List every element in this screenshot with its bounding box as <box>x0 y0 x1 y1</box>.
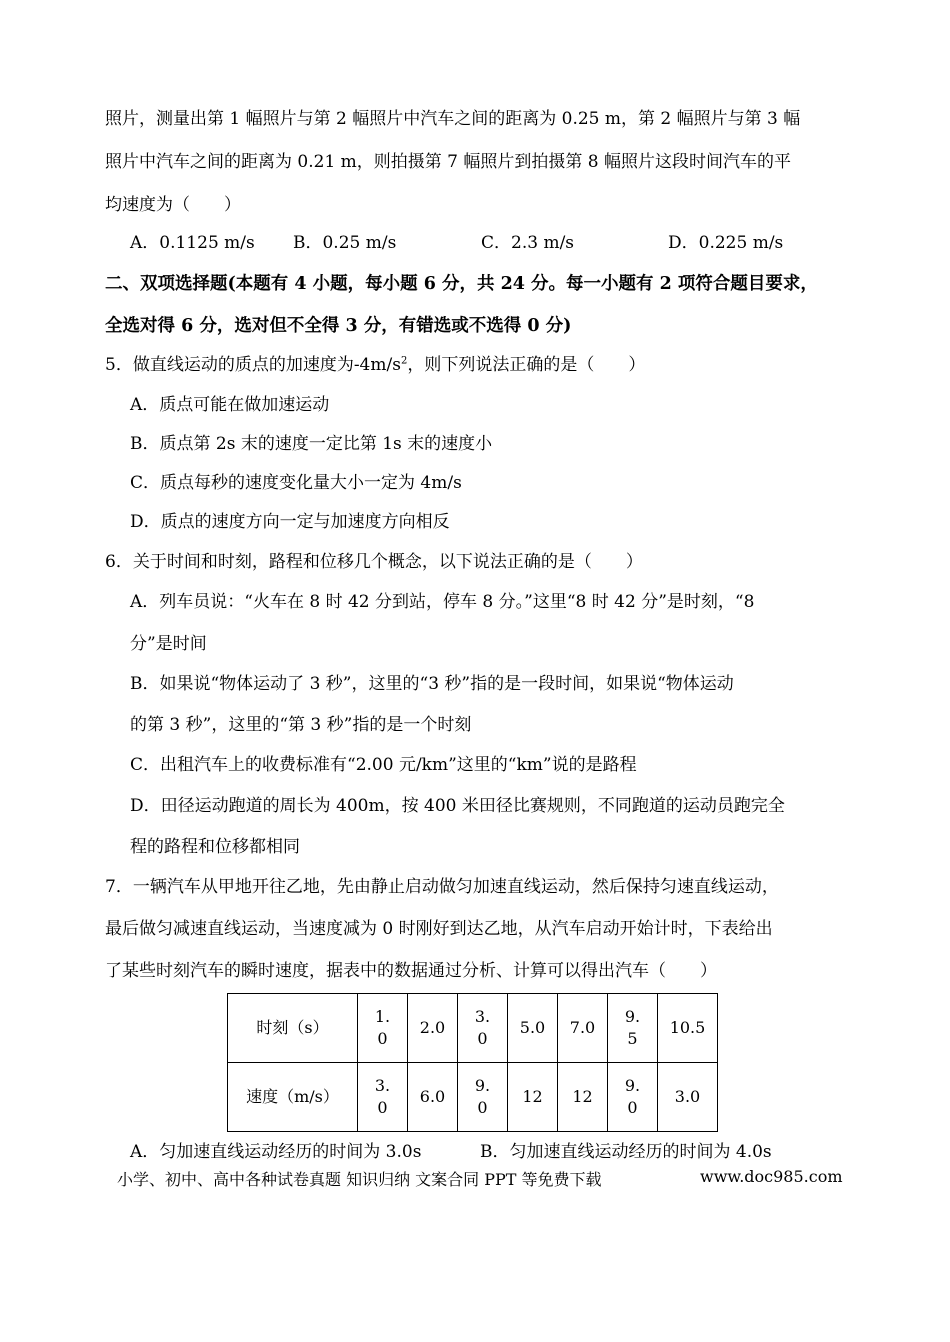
table-cell: 10.5 <box>658 994 718 1063</box>
q6-stem: 6．关于时间和时刻，路程和位移几个概念，以下说法正确的是（ ） <box>105 552 643 572</box>
q6-option-a-line-2: 分”是时间 <box>130 634 207 654</box>
q4-line-2: 照片中汽车之间的距离为 0.21 m，则拍摄第 7 幅照片到拍摄第 8 幅照片这段时间汽车的平 <box>105 152 792 172</box>
q5-stem-superscript: 2 <box>400 355 408 367</box>
footer-url-link[interactable]: www.doc985.com <box>700 1167 843 1186</box>
table-cell: 3. 0 <box>458 994 508 1063</box>
table-cell: 6.0 <box>408 1063 458 1132</box>
q6-option-c: C．出租汽车上的收费标准有“2.00 元/km”这里的“km”说的是路程 <box>130 755 637 775</box>
q4-line-3: 均速度为（ ） <box>105 195 241 215</box>
table-cell: 9. 0 <box>608 1063 658 1132</box>
q4-option-c: C．2.3 m/s <box>481 233 575 253</box>
table-cell: 2.0 <box>408 994 458 1063</box>
q7-line-1: 7．一辆汽车从甲地开往乙地，先由静止启动做匀加速直线运动，然后保持匀速直线运动， <box>105 877 779 897</box>
q5-stem <box>105 353 645 377</box>
table-cell: 1. 0 <box>358 994 408 1063</box>
table-cell: 7.0 <box>558 994 608 1063</box>
q6-option-d-line-2: 程的路程和位移都相同 <box>130 837 300 857</box>
q5-option-b: B．质点第 2s 末的速度一定比第 1s 末的速度小 <box>130 434 493 454</box>
table-cell: 5.0 <box>508 994 558 1063</box>
q6-option-b-line-2: 的第 3 秒”，这里的“第 3 秒”指的是一个时刻 <box>130 715 472 735</box>
q5-option-a: A．质点可能在做加速运动 <box>130 395 330 415</box>
q4-line-1: 照片，测量出第 1 幅照片与第 2 幅照片中汽车之间的距离为 0.25 m，第 2 幅照片与第 3 幅 <box>105 109 801 129</box>
table-row-time <box>228 994 718 1063</box>
table-label-time: 时刻（s） <box>228 994 358 1063</box>
page-footer <box>117 1167 843 1190</box>
q6-option-d-line-1: D．田径运动跑道的周长为 400m，按 400 米田径比赛规则，不同跑道的运动员跑完全 <box>130 796 785 816</box>
table-row-velocity <box>228 1063 718 1132</box>
footer-text: 小学、初中、高中各种试卷真题 知识归纳 文案合同 PPT 等免费下载 <box>117 1170 602 1189</box>
q4-option-a: A．0.1125 m/s <box>130 233 255 253</box>
q7-option-a: A．匀加速直线运动经历的时间为 3.0s <box>130 1142 422 1162</box>
section2-heading-line-1: 二、双项选择题(本题有 4 小题，每小题 6 分，共 24 分。每一小题有 2 项符合题目要求， <box>105 274 818 294</box>
table-cell: 3.0 <box>658 1063 718 1132</box>
q5-option-c: C．质点每秒的速度变化量大小一定为 4m/s <box>130 473 462 493</box>
table-cell: 9. 0 <box>458 1063 508 1132</box>
q7-data-table <box>227 993 718 1132</box>
q7-option-b: B．匀加速直线运动经历的时间为 4.0s <box>480 1142 772 1162</box>
q5-stem-text: 5．做直线运动的质点的加速度为-4m/s <box>105 355 401 375</box>
q6-option-a-line-1: A．列车员说：“火车在 8 时 42 分到站，停车 8 分。”这里“8 时 42 分”是时刻，“8 <box>130 592 755 612</box>
q5-option-d: D．质点的速度方向一定与加速度方向相反 <box>130 512 450 532</box>
table-label-velocity: 速度（m/s） <box>228 1063 358 1132</box>
q4-option-b: B．0.25 m/s <box>293 233 397 253</box>
table-cell: 9. 5 <box>608 994 658 1063</box>
table-cell: 12 <box>508 1063 558 1132</box>
q5-stem-text-end: ，则下列说法正确的是（ ） <box>407 355 646 375</box>
q6-option-b-line-1: B．如果说“物体运动了 3 秒”，这里的“3 秒”指的是一段时间，如果说“物体运动 <box>130 674 734 694</box>
table-cell: 12 <box>558 1063 608 1132</box>
section2-heading-line-2: 全选对得 6 分，选对但不全得 3 分，有错选或不选得 0 分) <box>105 316 572 336</box>
q7-line-3: 了某些时刻汽车的瞬时速度，据表中的数据通过分析、计算可以得出汽车（ ） <box>105 961 717 981</box>
q7-line-2: 最后做匀减速直线运动，当速度减为 0 时刚好到达乙地，从汽车启动开始计时，下表给出 <box>105 919 773 939</box>
q4-option-d: D．0.225 m/s <box>668 233 784 253</box>
table-cell: 3. 0 <box>358 1063 408 1132</box>
